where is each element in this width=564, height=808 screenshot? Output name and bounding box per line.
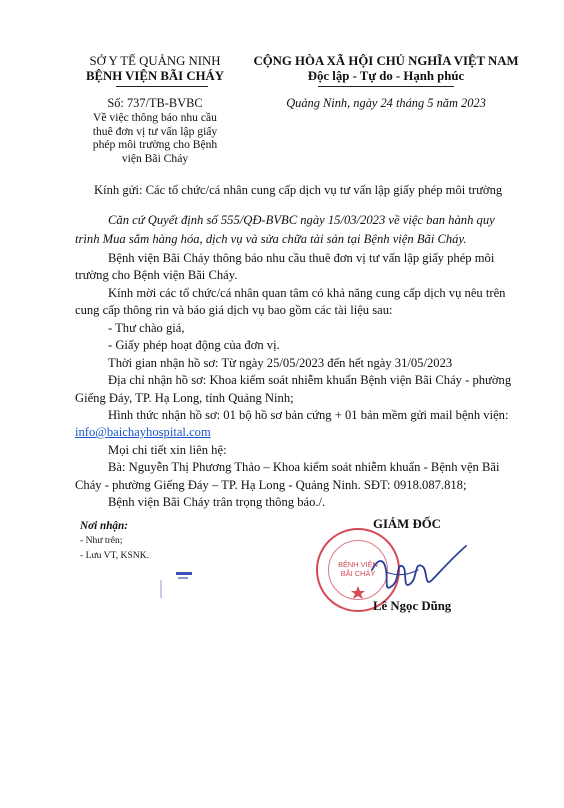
recipient-item: - Lưu VT, KSNK. xyxy=(80,550,150,561)
contact-line-2: Cháy - phường Giếng Đáy – TP. Hạ Long - Quảng Ninh. SĐT: 0918.087.818; xyxy=(75,478,467,492)
notice-line-1: Bệnh viện Bãi Cháy thông báo nhu cầu thuê đơn vị tư vấn lập giấy phép môi xyxy=(108,251,495,265)
email-link[interactable]: info@baichayhospital.com xyxy=(75,425,211,439)
recipients-title: Nơi nhận: xyxy=(80,520,128,532)
list-item: - Giấy phép hoạt động của đơn vị. xyxy=(108,338,280,352)
place-date: Quảng Ninh, ngày 24 tháng 5 năm 2023 xyxy=(286,96,486,110)
signer-title: GIÁM ĐỐC xyxy=(373,517,441,531)
closing-line: Bệnh viện Bãi Cháy trân trọng thông báo./. xyxy=(108,495,326,509)
notice-line-2: trường cho Bệnh viện Bãi Cháy. xyxy=(75,268,238,282)
nation-name: CỘNG HÒA XÃ HỘI CHỦ NGHĨA VIỆT NAM xyxy=(253,54,519,68)
list-item: - Thư chào giá, xyxy=(108,321,185,335)
stamp-text-line: BỆNH VIỆN xyxy=(338,560,378,569)
stamp-text-line: BÃI CHÁY xyxy=(340,569,376,578)
subject-line-4: viện Bãi Cháy xyxy=(121,152,189,165)
motto-underline xyxy=(318,86,454,87)
contact-line-1: Bà: Nguyễn Thị Phương Thảo – Khoa kiểm soát nhiễm khuẩn - Bệnh vện Bãi xyxy=(108,460,500,474)
signer-name: Lê Ngọc Dũng xyxy=(373,599,452,613)
document-number: Số: 737/TB-BVBC xyxy=(107,96,203,110)
submission-time: Thời gian nhận hồ sơ: Từ ngày 25/05/2023 đến hết ngày 31/05/2023 xyxy=(108,356,453,370)
subject-line-1: Về việc thông báo nhu cầu xyxy=(93,111,217,124)
address-line-2: Giếng Đáy, TP. Hạ Long, tỉnh Quảng Ninh; xyxy=(75,391,294,405)
marker-mark xyxy=(160,570,194,600)
national-motto: Độc lập - Tự do - Hạnh phúc xyxy=(307,69,465,83)
subject-line-2: thuê đơn vị tư vấn lập giấy xyxy=(92,125,218,138)
hospital-name: BỆNH VIỆN BÃI CHÁY xyxy=(85,69,225,83)
contact-intro: Mọi chi tiết xin liên hệ: xyxy=(108,443,227,457)
signature-icon xyxy=(366,536,470,606)
invite-line-1: Kính mời các tổ chức/cá nhân quan tâm có khả năng cung cấp dịch vụ nêu trên xyxy=(108,286,506,300)
recipient-line: Kính gửi: Các tổ chức/cá nhân cung cấp dịch vụ tư vấn lập giấy phép môi trường xyxy=(94,183,503,197)
subject-line-3: phép môi trường cho Bệnh xyxy=(92,138,218,151)
ministry-name: SỞ Y TẾ QUẢNG NINH xyxy=(89,54,221,68)
recipient-item: - Như trên; xyxy=(80,535,123,546)
form-line-1: Hình thức nhận hồ sơ: 01 bộ hồ sơ bản cứng + 01 bản mềm gửi mail bệnh viện: xyxy=(108,408,509,422)
basis-line-2: trình Mua sắm hàng hóa, dịch vụ và sửa chữa tài sản tại Bệnh viện Bãi Cháy. xyxy=(75,232,467,246)
basis-line-1: Căn cứ Quyết định số 555/QĐ-BVBC ngày 15/03/2023 về việc ban hành quy xyxy=(108,213,495,227)
invite-line-2: cung cấp thông rin và báo giá dịch vụ bao gồm các tài liệu sau: xyxy=(75,303,393,317)
address-line-1: Địa chỉ nhận hồ sơ: Khoa kiểm soát nhiễm khuẩn Bệnh viện Bãi Cháy - phường xyxy=(108,373,512,387)
hospital-underline xyxy=(116,86,208,87)
